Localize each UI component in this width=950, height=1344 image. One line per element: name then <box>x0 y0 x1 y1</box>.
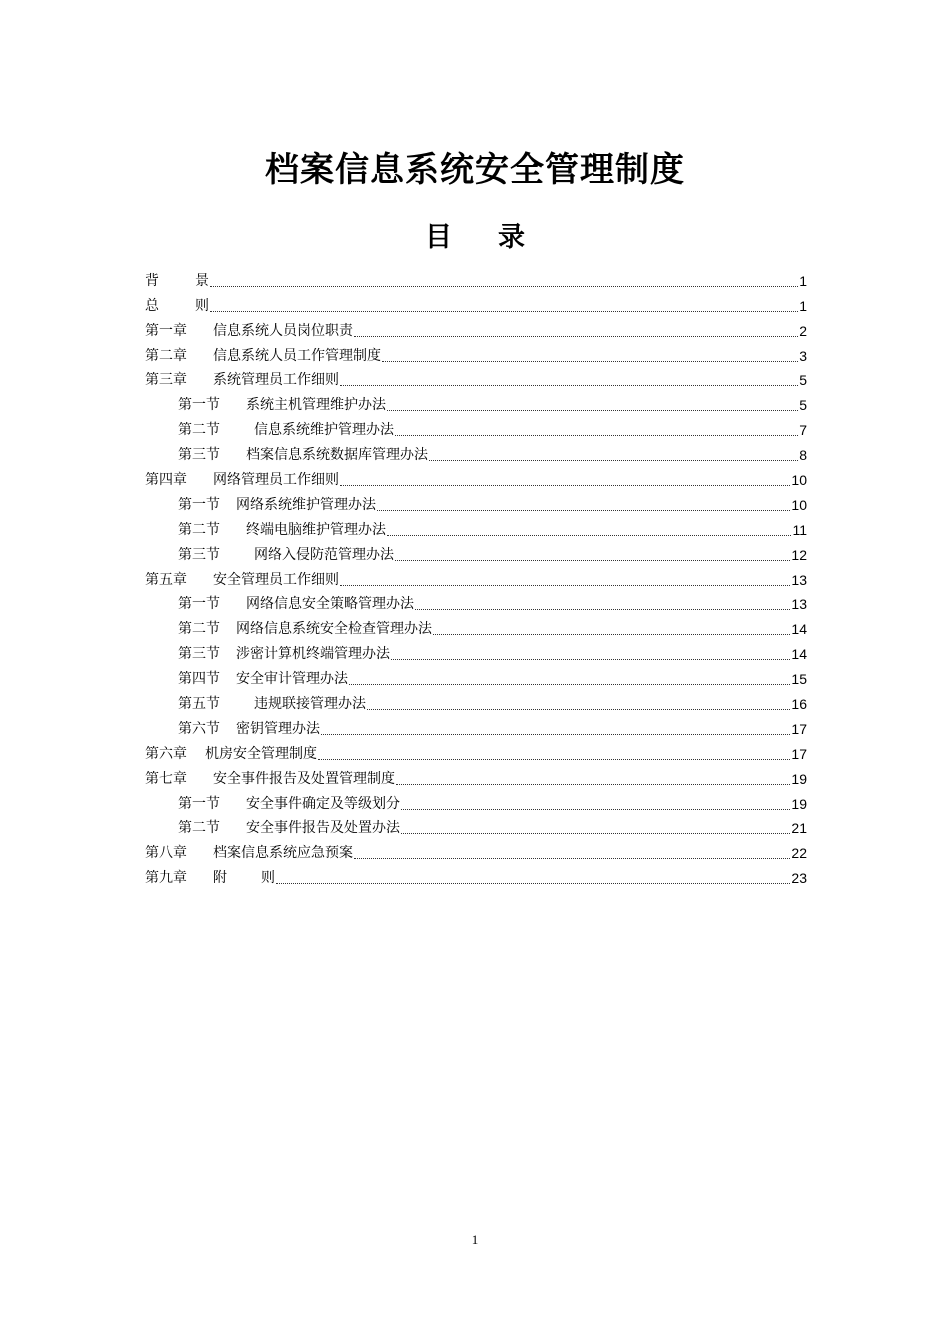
toc-entry-title: 则 <box>195 297 209 314</box>
toc-dot-leader <box>340 385 798 386</box>
toc-entry[interactable] <box>145 316 807 341</box>
toc-entry[interactable] <box>145 714 807 739</box>
toc-entry-page: 1 <box>799 272 807 289</box>
toc-entry-page: 17 <box>791 720 807 737</box>
toc-entry[interactable] <box>145 341 807 366</box>
toc-entry-title: 档案信息系统数据库管理办法 <box>246 447 428 464</box>
toc-entry-title: 附 <box>213 870 227 887</box>
toc-entry[interactable] <box>145 440 807 465</box>
toc-entry-title: 涉密计算机终端管理办法 <box>236 646 390 663</box>
toc-dot-leader <box>387 535 791 536</box>
toc-entry[interactable] <box>145 415 807 440</box>
toc-entry[interactable] <box>145 590 807 615</box>
toc-entry-number: 第一节 <box>178 397 220 414</box>
toc-entry-title: 网络信息安全策略管理办法 <box>246 596 414 613</box>
toc-entry-page: 7 <box>799 422 807 439</box>
toc-entry-title: 安全事件报告及处置办法 <box>246 820 400 837</box>
toc-entry-title: 网络系统维护管理办法 <box>236 496 376 513</box>
toc-dot-leader <box>395 560 790 561</box>
toc-entry-number: 第五节 <box>178 696 220 713</box>
toc-entry-page: 22 <box>791 845 807 862</box>
toc-entry[interactable] <box>145 614 807 639</box>
toc-entry-number: 第二节 <box>178 621 220 638</box>
toc-dot-leader <box>391 659 790 660</box>
toc-dot-leader <box>401 833 790 834</box>
toc-entry-page: 13 <box>791 571 807 588</box>
toc-entry-number: 第四节 <box>178 671 220 688</box>
toc-entry-page: 5 <box>799 372 807 389</box>
toc-dot-leader <box>349 684 790 685</box>
toc-entry-number: 第六节 <box>178 720 220 737</box>
toc-entry[interactable] <box>145 390 807 415</box>
toc-dot-leader <box>210 311 798 312</box>
toc-entry-number: 第二节 <box>178 820 220 837</box>
toc-entry-title: 安全事件报告及处置管理制度 <box>213 770 395 787</box>
toc-entry-title: 系统主机管理维护办法 <box>246 397 386 414</box>
toc-dot-leader <box>387 410 798 411</box>
toc-entry-number: 总 <box>145 297 159 314</box>
toc-entry-page: 13 <box>791 596 807 613</box>
toc-entry-page: 21 <box>791 820 807 837</box>
toc-entry-title: 系统管理员工作细则 <box>213 372 339 389</box>
toc-entry-page: 14 <box>791 646 807 663</box>
toc-dot-leader <box>210 286 798 287</box>
toc-dot-leader <box>382 361 798 362</box>
toc-entry[interactable] <box>145 838 807 863</box>
toc-dot-leader <box>396 784 790 785</box>
toc-entry-number: 第八章 <box>145 845 187 862</box>
toc-entry-page: 10 <box>791 496 807 513</box>
toc-entry-number: 第二节 <box>178 521 220 538</box>
toc-entry[interactable] <box>145 664 807 689</box>
toc-dot-leader <box>340 585 790 586</box>
toc-dot-leader <box>276 883 790 884</box>
toc-entry-page: 8 <box>799 447 807 464</box>
toc-entry-title: 违规联接管理办法 <box>254 696 366 713</box>
toc-entry[interactable] <box>145 465 807 490</box>
toc-entry-number: 第三节 <box>178 447 220 464</box>
toc-entry[interactable] <box>145 814 807 839</box>
toc-heading <box>0 218 950 258</box>
toc-entry-title: 密钥管理办法 <box>236 720 320 737</box>
toc-dot-leader <box>429 460 798 461</box>
toc-entry-number: 第五章 <box>145 571 187 588</box>
toc-entry-number: 第六章 <box>145 745 187 762</box>
toc-entry-page: 14 <box>791 621 807 638</box>
toc-entry-title: 安全事件确定及等级划分 <box>246 795 400 812</box>
toc-entry-title-part: 则 <box>261 870 275 887</box>
toc-entry-title: 安全审计管理办法 <box>236 671 348 688</box>
toc-entry-page: 11 <box>792 521 807 538</box>
toc-entry-title: 机房安全管理制度 <box>205 745 317 762</box>
toc-entry-number: 第二章 <box>145 347 187 364</box>
toc-dot-leader <box>354 336 798 337</box>
toc-dot-leader <box>321 734 790 735</box>
toc-entry-number: 第一章 <box>145 322 187 339</box>
toc-entry-page: 10 <box>791 472 807 489</box>
toc-entry[interactable] <box>145 739 807 764</box>
toc-entry-page: 3 <box>799 347 807 364</box>
toc-entry-title: 网络入侵防范管理办法 <box>254 546 394 563</box>
toc-entry-page: 16 <box>791 696 807 713</box>
toc-entry-title: 网络管理员工作细则 <box>213 472 339 489</box>
toc-entry[interactable] <box>145 266 807 291</box>
toc-entry[interactable] <box>145 789 807 814</box>
toc-entry-title: 景 <box>195 272 209 289</box>
toc-entry-number: 第九章 <box>145 870 187 887</box>
toc-entry[interactable] <box>145 689 807 714</box>
toc-entry-number: 第七章 <box>145 770 187 787</box>
toc-entry-number: 第三章 <box>145 372 187 389</box>
toc-entry-number: 第三节 <box>178 646 220 663</box>
toc-entry-title: 信息系统人员岗位职责 <box>213 322 353 339</box>
toc-dot-leader <box>433 634 790 635</box>
toc-entry-number: 第二节 <box>178 422 220 439</box>
toc-entry-page: 19 <box>791 770 807 787</box>
toc-entry[interactable] <box>145 639 807 664</box>
toc-entry-page: 5 <box>799 397 807 414</box>
toc-entry[interactable] <box>145 540 807 565</box>
document-title: 档案信息系统安全管理制度 <box>265 150 685 190</box>
toc-entry[interactable] <box>145 515 807 540</box>
toc-dot-leader <box>377 510 790 511</box>
toc-entry-title: 网络信息系统安全检查管理办法 <box>236 621 432 638</box>
toc-entry-number: 第四章 <box>145 472 187 489</box>
toc-entry-title: 档案信息系统应急预案 <box>213 845 353 862</box>
toc-entry-title: 信息系统维护管理办法 <box>254 422 394 439</box>
toc-entry[interactable] <box>145 291 807 316</box>
toc-entry[interactable] <box>145 490 807 515</box>
page-number: 1 <box>471 1232 479 1247</box>
toc-entry-number: 第一节 <box>178 496 220 513</box>
toc-entry-title: 信息系统人员工作管理制度 <box>213 347 381 364</box>
toc-entry-title: 终端电脑维护管理办法 <box>246 521 386 538</box>
toc-entry[interactable] <box>145 863 807 888</box>
toc-entry-number: 背 <box>145 272 159 289</box>
toc-dot-leader <box>340 485 790 486</box>
toc-entry-page: 12 <box>791 546 807 563</box>
toc-entry-page: 1 <box>799 297 807 314</box>
toc-dot-leader <box>318 759 790 760</box>
table-of-contents <box>145 266 807 888</box>
toc-entry[interactable] <box>145 366 807 391</box>
toc-entry-title: 安全管理员工作细则 <box>213 571 339 588</box>
toc-entry[interactable] <box>145 764 807 789</box>
toc-entry-page: 2 <box>799 322 807 339</box>
toc-dot-leader <box>395 435 798 436</box>
toc-heading-char-2: 录 <box>498 222 525 253</box>
toc-dot-leader <box>401 809 790 810</box>
toc-entry[interactable] <box>145 565 807 590</box>
toc-dot-leader <box>415 609 790 610</box>
toc-entry-page: 19 <box>791 795 807 812</box>
toc-entry-page: 15 <box>791 671 807 688</box>
toc-entry-page: 17 <box>791 745 807 762</box>
toc-entry-number: 第一节 <box>178 596 220 613</box>
toc-dot-leader <box>354 858 790 859</box>
toc-entry-number: 第一节 <box>178 795 220 812</box>
toc-dot-leader <box>367 709 790 710</box>
toc-entry-page: 23 <box>791 870 807 887</box>
toc-heading-char-1: 目 <box>425 222 452 253</box>
toc-entry-number: 第三节 <box>178 546 220 563</box>
